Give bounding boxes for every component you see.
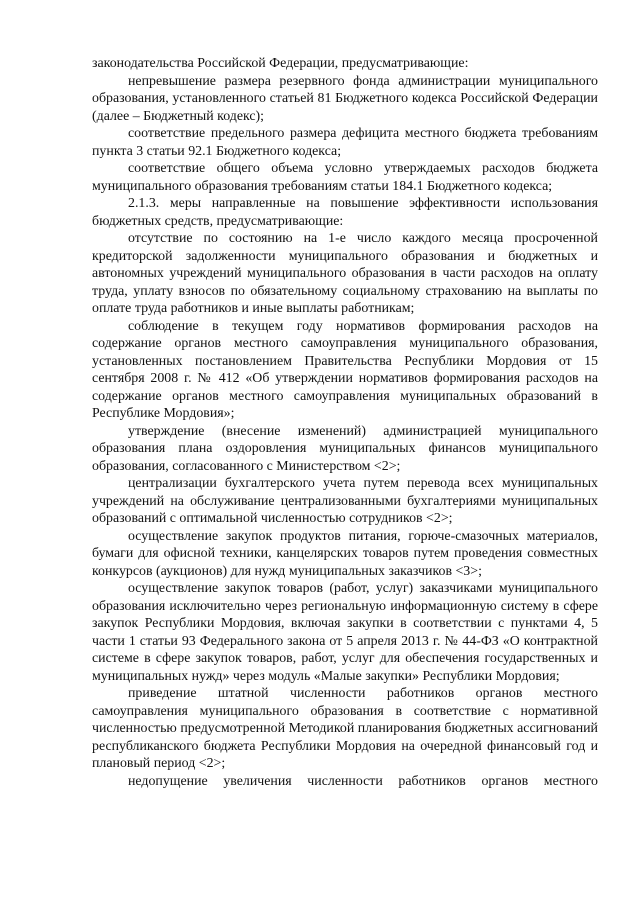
paragraph-section-2-1-3: 2.1.3. меры направленные на повышение эффективности использования бюджетных средств, предусматривающие: — [92, 196, 598, 229]
paragraph-regional-system: осуществление закупок товаров (работ, услуг) заказчиками муниципального образования исключительно через региональную информационную систему в сфере закупок Республики Мордовия, включая закупки в соответствии с пунктами 4, 5 части 1 статьи 93 Федерального закона от 5 апреля 2013 г. № 44-ФЗ «О контрактной системе в сфере закупок товаров, работ, услуг для обеспечения государственных и муниципальных нужд» через модуль «Малые закупки» Республики Мордовия; — [92, 581, 598, 684]
paragraph-centralized-accounting: централизации бухгалтерского учета путем перевода всех муниципальных учреждений на обслуживание централизованными бухгалтериями муниципальных образований с оптимальной численностью сотрудников <2>; — [92, 476, 598, 526]
paragraph-conditional-expenses: соответствие общего объема условно утверждаемых расходов бюджета муниципального образования требованиям статьи 184.1 Бюджетного кодекса; — [92, 161, 598, 194]
paragraph-recovery-plan: утверждение (внесение изменений) администрацией муниципального образования плана оздоровления муниципальных финансов муниципального образования, согласованного с Министерством <2>; — [92, 423, 598, 474]
paragraph-reserve-fund: непревышение размера резервного фонда администрации муниципального образования, установленного статьей 81 Бюджетного кодекса Российской Федерации (далее – Бюджетный кодекс); — [92, 73, 598, 124]
paragraph-norms-compliance: соблюдение в текущем году нормативов формирования расходов на содержание органов местного самоуправления муниципального образования, установленных постановлением Правительства Республики Мордовия от 15 сентября 2008 г. № 412 «Об утверждении нормативов формирования расходов на содержание органов местного самоуправления муниципальных образований в Республике Мордовия»; — [92, 318, 598, 421]
document-body — [92, 55, 598, 790]
paragraph-intro: законодательства Российской Федерации, предусматривающие: — [92, 56, 469, 71]
paragraph-deficit: соответствие предельного размера дефицита местного бюджета требованиям пункта 3 статьи 92.1 Бюджетного кодекса; — [92, 126, 598, 159]
paragraph-staff-increase: недопущение увеличения численности работников органов местного — [128, 773, 598, 789]
paragraph-staffing: приведение штатной численности работников органов местного самоуправления муниципального образования в соответствие с нормативной численностью предусмотренной Методикой планирования бюджетных ассигнований республиканского бюджета Республики Мордовия на очередной финансовый год и плановый период <2>; — [92, 686, 598, 771]
paragraph-joint-procurement: осуществление закупок продуктов питания, горюче-смазочных материалов, бумаги для офисной техники, канцелярских товаров путем проведения совместных конкурсов (аукционов) для нужд муниципальных заказчиков <3>; — [92, 528, 598, 579]
paragraph-no-overdue-debt: отсутствие по состоянию на 1-е число каждого месяца просроченной кредиторской задолженности муниципального образования и бюджетных и автономных учреждений муниципального образования в части расходов на оплату труда, уплату взносов по обязательному социальному страхованию на выплаты по оплате труда работников и иные выплаты работникам; — [92, 231, 598, 316]
